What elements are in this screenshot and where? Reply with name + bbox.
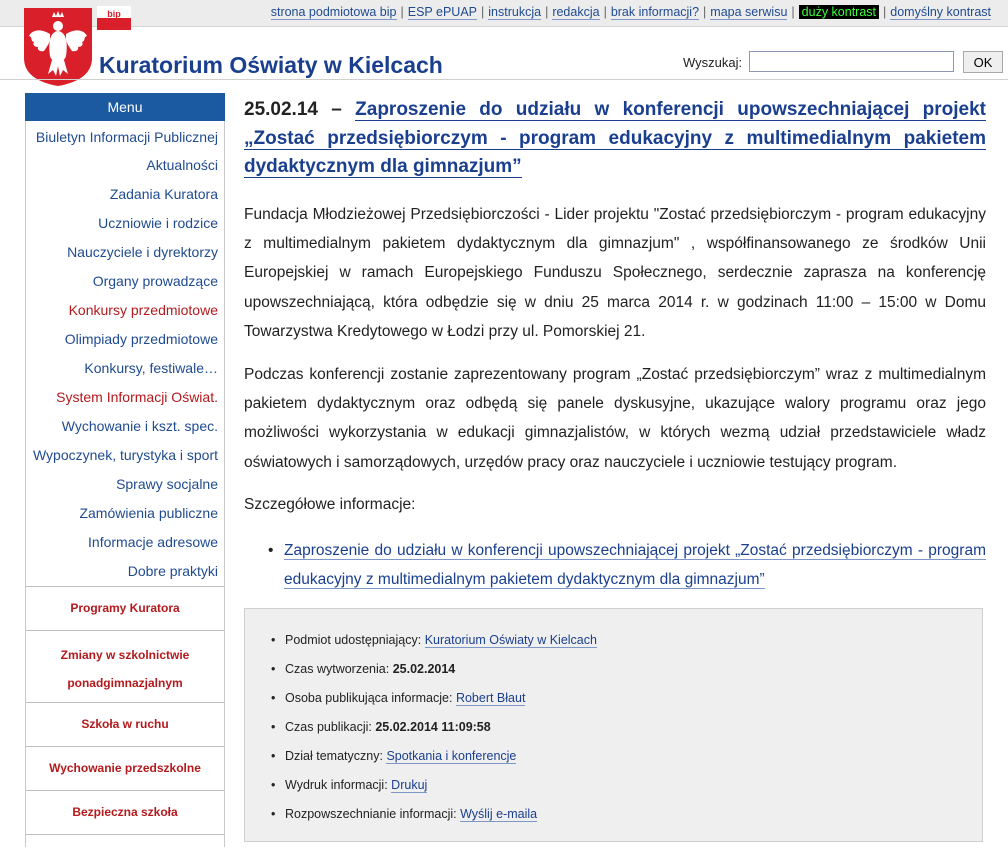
bullet-icon: • <box>271 720 276 734</box>
list-item <box>267 626 597 655</box>
sidebar-item-sprawy-socjalne[interactable]: Sprawy socjalne <box>116 476 218 492</box>
bullet-icon: • <box>271 691 276 705</box>
meta-label: Czas wytworzenia: <box>285 662 390 676</box>
bip-logo-icon[interactable] <box>97 6 131 30</box>
article <box>244 96 987 588</box>
list-item <box>267 742 597 771</box>
sidebar-item-dobre-praktyki[interactable]: Dobre praktyki <box>127 563 218 579</box>
header-divider <box>0 79 1008 80</box>
bullet-icon: • <box>268 542 274 559</box>
details-label: Szczegółowe informacje: <box>244 496 416 513</box>
bullet-icon: • <box>271 778 276 792</box>
sidebar-item-nauczyciele[interactable]: Nauczyciele i dyrektorzy <box>67 244 218 260</box>
published-datetime: 25.02.2014 11:09:58 <box>375 720 491 734</box>
sidebar-item-konkursy-festiwale[interactable]: Konkursy, festiwale… <box>84 360 218 376</box>
default-contrast-button[interactable]: domyślny kontrast <box>890 5 991 19</box>
bullet-icon: • <box>271 633 276 647</box>
sidebar-item-bip[interactable]: Biuletyn Informacji Publicznej <box>35 129 218 145</box>
sidebar-item-informacje-adresowe[interactable]: Informacje adresowe <box>88 534 218 550</box>
article-title-link[interactable]: Zaproszenie do udziału w konferencji upowszechniającej projekt „Zostać przedsiębiorczym - program edukacyjny z multimedialnym pakietem dydaktycznym dla gimnazjum” <box>244 99 987 177</box>
email-share-link[interactable]: Wyślij e-maila <box>460 807 538 821</box>
list-item <box>244 536 986 594</box>
sidebar-item-wypoczynek[interactable]: Wypoczynek, turystyka i sport <box>32 447 218 463</box>
attachment-list <box>244 536 986 594</box>
separator: | <box>883 5 887 19</box>
created-date: 25.02.2014 <box>392 662 456 676</box>
top-link-brak-informacji[interactable]: brak informacji? <box>610 5 700 19</box>
bullet-icon: • <box>271 807 276 821</box>
list-item <box>267 713 597 742</box>
sidebar-item-wychowanie-kszt-spec[interactable]: Wychowanie i kszt. spec. <box>61 418 218 434</box>
article-heading <box>244 96 986 182</box>
article-paragraph: Podczas konferencji zostanie zaprezentowany program „Zostać przedsiębiorczym” wraz z multimedialnym pakietem dydaktycznym oraz odbędą się panele dyskusyjne, ukazujące walory programu oraz jego możliwości wykorzystania w edukacji gimnazjalistów, w których wezmą udział przedstawiciele władz oświatowych i samorządowych, urzędów pracy oraz nauczyciele i uczniowie testujący program. <box>244 366 986 471</box>
sidebar-item-zadania-kuratora[interactable]: Zadania Kuratora <box>109 186 218 202</box>
separator: | <box>703 5 707 19</box>
search-input[interactable] <box>749 51 954 72</box>
sidebar-item-konkursy-przedmiotowe[interactable]: Konkursy przedmiotowe <box>68 302 218 318</box>
separator: | <box>791 5 795 19</box>
sidebar-item-zamowienia-publiczne[interactable]: Zamówienia publiczne <box>79 505 218 521</box>
polish-eagle-emblem-icon[interactable] <box>22 6 94 88</box>
list-item <box>267 655 597 684</box>
sidebar-item-label: Zmiany w szkolnictwie <box>60 648 190 662</box>
separator: | <box>400 5 404 19</box>
metadata-box <box>244 608 983 842</box>
article-paragraph: Fundacja Młodzieżowej Przedsiębiorczości - Lider projektu "Zostać przedsiębiorczym - program edukacyjny z multimedialnym pakietem dydaktycznym dla gimnazjum" , współfinansowanego ze środków Unii Europejskiej w ramach Europejskiego Funduszu Społecznego, serdecznie zaprasza na konferencję upowszechniającą, która odbędzie się w dniu 25 marca 2014 r. w godzinach 11:00 – 15:00 w Domu Towarzystwa Kredytowego w Łodzi przy ul. Pomorskiej 21. <box>244 206 986 340</box>
sidebar-item-uczniowie-i-rodzice[interactable]: Uczniowie i rodzice <box>98 215 218 231</box>
print-link[interactable]: Drukuj <box>391 778 428 792</box>
meta-label: Podmiot udostępniający: <box>285 633 422 647</box>
sidebar <box>25 93 225 847</box>
high-contrast-button[interactable]: duży kontrast <box>799 5 879 19</box>
meta-label: Rozpowszechnianie informacji: <box>285 807 457 821</box>
search-label: Wyszukaj: <box>683 55 743 70</box>
article-date: 25.02.14 <box>244 99 318 120</box>
sidebar-item-aktualnosci[interactable]: Aktualności <box>146 157 218 173</box>
sidebar-item-wychowanie-przedszkolne[interactable]: Wychowanie przedszkolne <box>26 746 224 790</box>
sidebar-item-bezpieczna-szkola[interactable]: Bezpieczna szkoła <box>26 790 224 834</box>
menu-list <box>25 121 225 847</box>
subject-link[interactable]: Kuratorium Oświaty w Kielcach <box>424 633 597 647</box>
attachment-link[interactable]: Zaproszenie do udziału w konferencji upowszechniającej projekt „Zostać przedsiębiorczym - program edukacyjny z multimedialnym pakietem dydaktycznym dla gimnazjum” <box>284 542 986 588</box>
sidebar-item-organy-prowadzace[interactable]: Organy prowadzące <box>92 273 218 289</box>
meta-label: Czas publikacji: <box>285 720 372 734</box>
separator: | <box>481 5 485 19</box>
sidebar-item-system-informacji[interactable]: System Informacji Oświat. <box>56 389 218 405</box>
meta-label: Dział tematyczny: <box>285 749 383 763</box>
bullet-icon: • <box>271 662 276 676</box>
list-item <box>267 800 597 829</box>
menu-header: Menu <box>25 93 225 121</box>
bullet-icon: • <box>271 749 276 763</box>
site-title[interactable]: Kuratorium Oświaty w Kielcach <box>99 52 443 78</box>
sidebar-item-szkola-w-ruchu[interactable]: Szkoła w ruchu <box>26 702 224 746</box>
top-links <box>271 5 991 19</box>
sidebar-item-programy-kuratora[interactable]: Programy Kuratora <box>26 586 224 630</box>
sidebar-item-label: ponadgimnazjalnym <box>67 676 183 690</box>
top-link-redakcja[interactable]: redakcja <box>552 5 600 19</box>
meta-label: Osoba publikująca informacje: <box>285 691 453 705</box>
top-link-epuap[interactable]: ESP ePUAP <box>407 5 478 19</box>
top-link-bip[interactable]: strona podmiotowa bip <box>270 5 397 19</box>
metadata-list <box>267 626 597 829</box>
sidebar-item-zmiany-w-szkolnictwie[interactable] <box>26 630 224 702</box>
separator: | <box>603 5 607 19</box>
title-dash: – <box>331 99 342 120</box>
search-button[interactable]: OK <box>963 51 1003 73</box>
bip-logo-text: bip <box>107 9 121 19</box>
top-link-mapa-serwisu[interactable]: mapa serwisu <box>710 5 788 19</box>
meta-label: Wydruk informacji: <box>285 778 388 792</box>
top-utility-bar <box>0 0 1008 27</box>
list-item <box>267 771 597 800</box>
publisher-link[interactable]: Robert Błaut <box>455 691 526 705</box>
separator: | <box>545 5 549 19</box>
sidebar-divider <box>26 834 224 847</box>
list-item <box>267 684 597 713</box>
sidebar-item-olimpiady[interactable]: Olimpiady przedmiotowe <box>64 331 218 347</box>
category-link[interactable]: Spotkania i konferencje <box>386 749 517 763</box>
top-link-instrukcja[interactable]: instrukcja <box>488 5 542 19</box>
